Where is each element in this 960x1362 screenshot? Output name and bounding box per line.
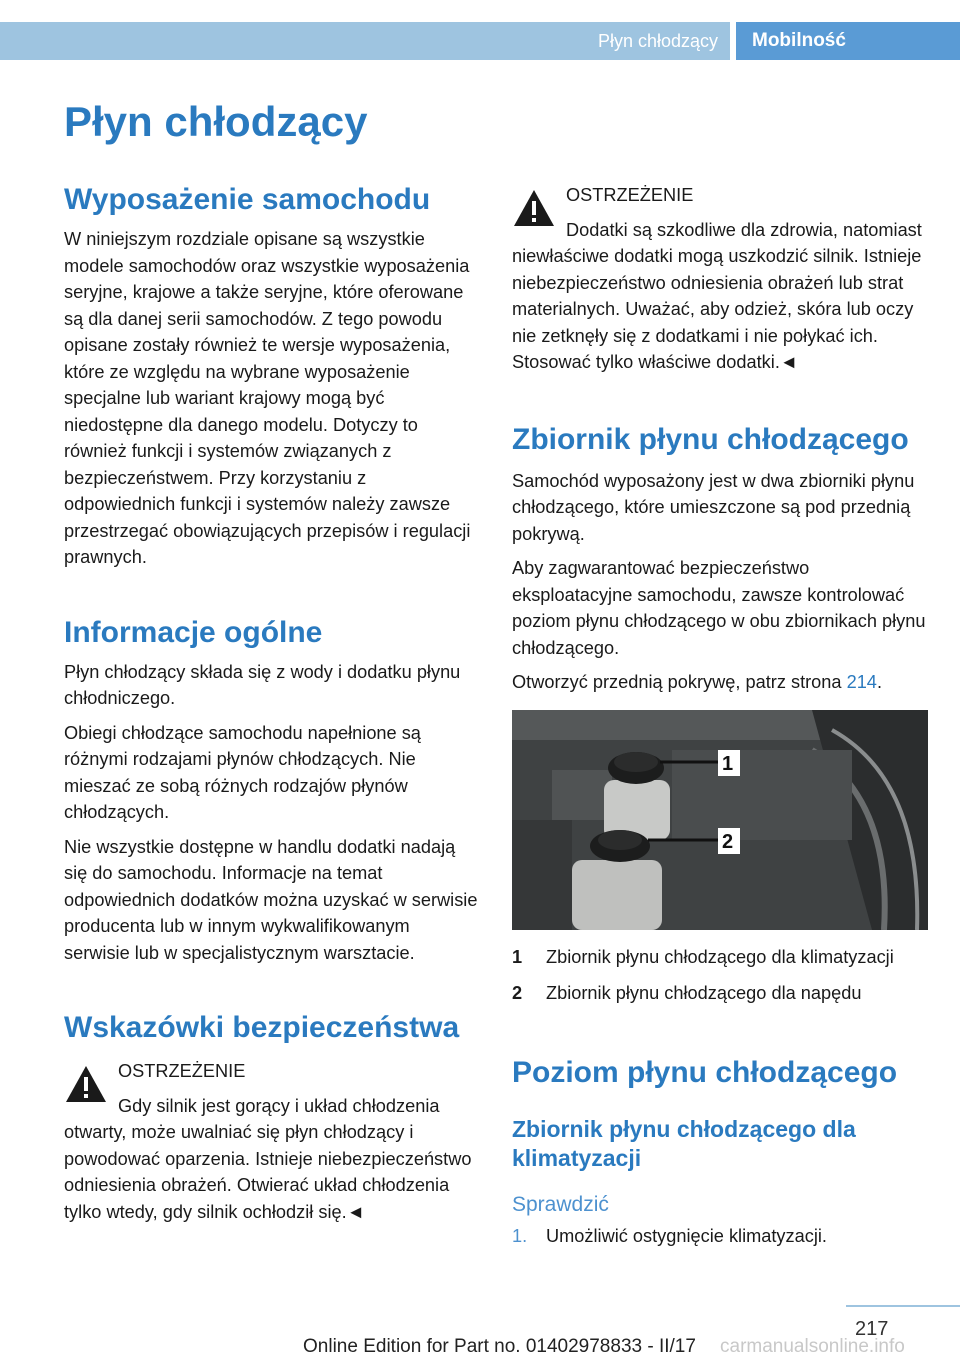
- reservoir-paragraph: Samochód wyposażony jest w dwa zbiorniki płynu chłodzącego, które umieszczone są pod przednią pokrywą.: [512, 470, 915, 544]
- page-number: 217: [855, 1318, 889, 1340]
- section-title-coolant-level: Poziom płynu chłodzącego: [512, 1055, 898, 1089]
- engine-bay-photo: [512, 710, 928, 930]
- reservoir-open-hood-text: Otworzyć przednią pokrywę, patrz strona: [512, 672, 847, 692]
- warning-triangle-icon: [512, 188, 556, 228]
- legend-item: [512, 944, 928, 971]
- watermark: carmanualsonline.info: [720, 1336, 905, 1357]
- header-chapter-label: Mobilność: [752, 30, 846, 51]
- footer-divider: [846, 1305, 960, 1307]
- figure-legend: [512, 944, 928, 1007]
- legend-item: [512, 980, 928, 1007]
- page-reference-link[interactable]: 214: [846, 672, 877, 692]
- section-title-safety: Wskazówki bezpieczeństwa: [64, 1011, 460, 1044]
- warning-title: OSTRZEŻENIE: [566, 185, 694, 205]
- header-section-label: Płyn chłodzący: [597, 31, 718, 51]
- step-text: Umożliwić ostygnięcie klimatyzacji.: [546, 1225, 827, 1246]
- reservoir-paragraph: Aby zagwarantować bezpieczeństwo eksploatacyjne samochodu, zawsze kontrolować poziom płynu chłodzącego w obu zbiornikach płynu chłodzącego.: [512, 558, 926, 658]
- reservoir-paragraph: [512, 669, 928, 696]
- general-info-paragraph: Płyn chłodzący składa się z wody i dodatku płynu chłodniczego.: [64, 661, 461, 708]
- legend-text: Zbiornik płynu chłodzącego dla klimatyzacji: [546, 946, 894, 967]
- subsubsection-title-check: Sprawdzić: [512, 1192, 609, 1216]
- legend-text: Zbiornik płynu chłodzącego dla napędu: [546, 983, 862, 1003]
- warning-title: OSTRZEŻENIE: [118, 1061, 246, 1081]
- figure-label-2: 2: [722, 830, 734, 853]
- figure-label-1: 1: [722, 752, 734, 775]
- warning-text: Gdy silnik jest gorący i układ chłodzenia otwarty, może uwalniać się płyn chłodzący i powodować oparzenia. Istnieje niebezpieczeństwo odniesienia obrażeń. Otwierać układ chłodzenia tylko wtedy, gdy silnik ochłodził się.◄: [64, 1095, 472, 1222]
- section-title-reservoir: Zbiornik płynu chłodzącego: [512, 422, 909, 456]
- general-info-paragraph: Nie wszystkie dostępne w handlu dodatki nadają się do samochodu. Informacje na temat odpowiednich dodatków można uzyskać w serwisie producenta lub w innym wykwalifikowanym serwisie lub w specjalistycznym warsztacie.: [64, 836, 478, 963]
- footer-edition: Online Edition for Part no. 01402978833 - II/17: [303, 1336, 696, 1357]
- section-title-equipment: Wyposażenie samochodu: [64, 183, 431, 216]
- subsection-title-ac-reservoir: Zbiornik płynu chłodzącego dla klimatyzacji: [512, 1115, 856, 1171]
- header-chapter-bar: [736, 22, 960, 60]
- engine-bay-illustration: [512, 710, 928, 930]
- legend-number: 2: [512, 983, 523, 1003]
- step-item: [512, 1223, 928, 1250]
- reservoir-period: .: [876, 672, 882, 692]
- warning-triangle-icon: [64, 1064, 108, 1104]
- left-column: [64, 180, 480, 1225]
- warning-box: [64, 1056, 480, 1225]
- equipment-text: W niniejszym rozdziale opisane są wszystkie modele samochodów oraz wszystkie wyposażenia seryjne, krajowe a także seryjne, które oferowane są dla danej serii samochodów. Z tego powodu opisane zostały również te wersje wyposażenia, które ze względu na wybrane wyposażenie specjalne lub wariant krajowy mogą być niedostępne dla danego modelu. Dotyczy to również funkcji i systemów związanych z bezpieczeństwem. Przy korzystaniu z odpowiednich funkcji i systemów należy zawsze przestrzegać obowiązujących przepisów i regulacji prawnych.: [64, 229, 471, 567]
- header-section-bar: [0, 22, 730, 60]
- section-title-general-info: Informacje ogólne: [64, 615, 323, 649]
- page-title: Płyn chłodzący: [64, 98, 368, 145]
- right-column: [512, 180, 928, 1249]
- warning-box: [512, 180, 928, 376]
- step-number: 1.: [512, 1225, 528, 1246]
- warning-text: Dodatki są szkodliwe dla zdrowia, natomiast niewłaściwe dodatki mogą uszkodzić silnik. Istnieje niebezpieczeństwo odniesienia obrażeń lub strat materialnych. Uważać, aby odzież, skóra lub oczy nie zetknęły się z dodatkami i nie połykać ich. Stosować tylko właściwe dodatki.◄: [512, 219, 922, 372]
- legend-number: 1: [512, 946, 523, 967]
- general-info-paragraph: Obiegi chłodzące samochodu napełnione są różnymi rodzajami płynów chłodzących. Nie mieszać ze sobą różnych rodzajów płynów chłodzących.: [64, 722, 421, 822]
